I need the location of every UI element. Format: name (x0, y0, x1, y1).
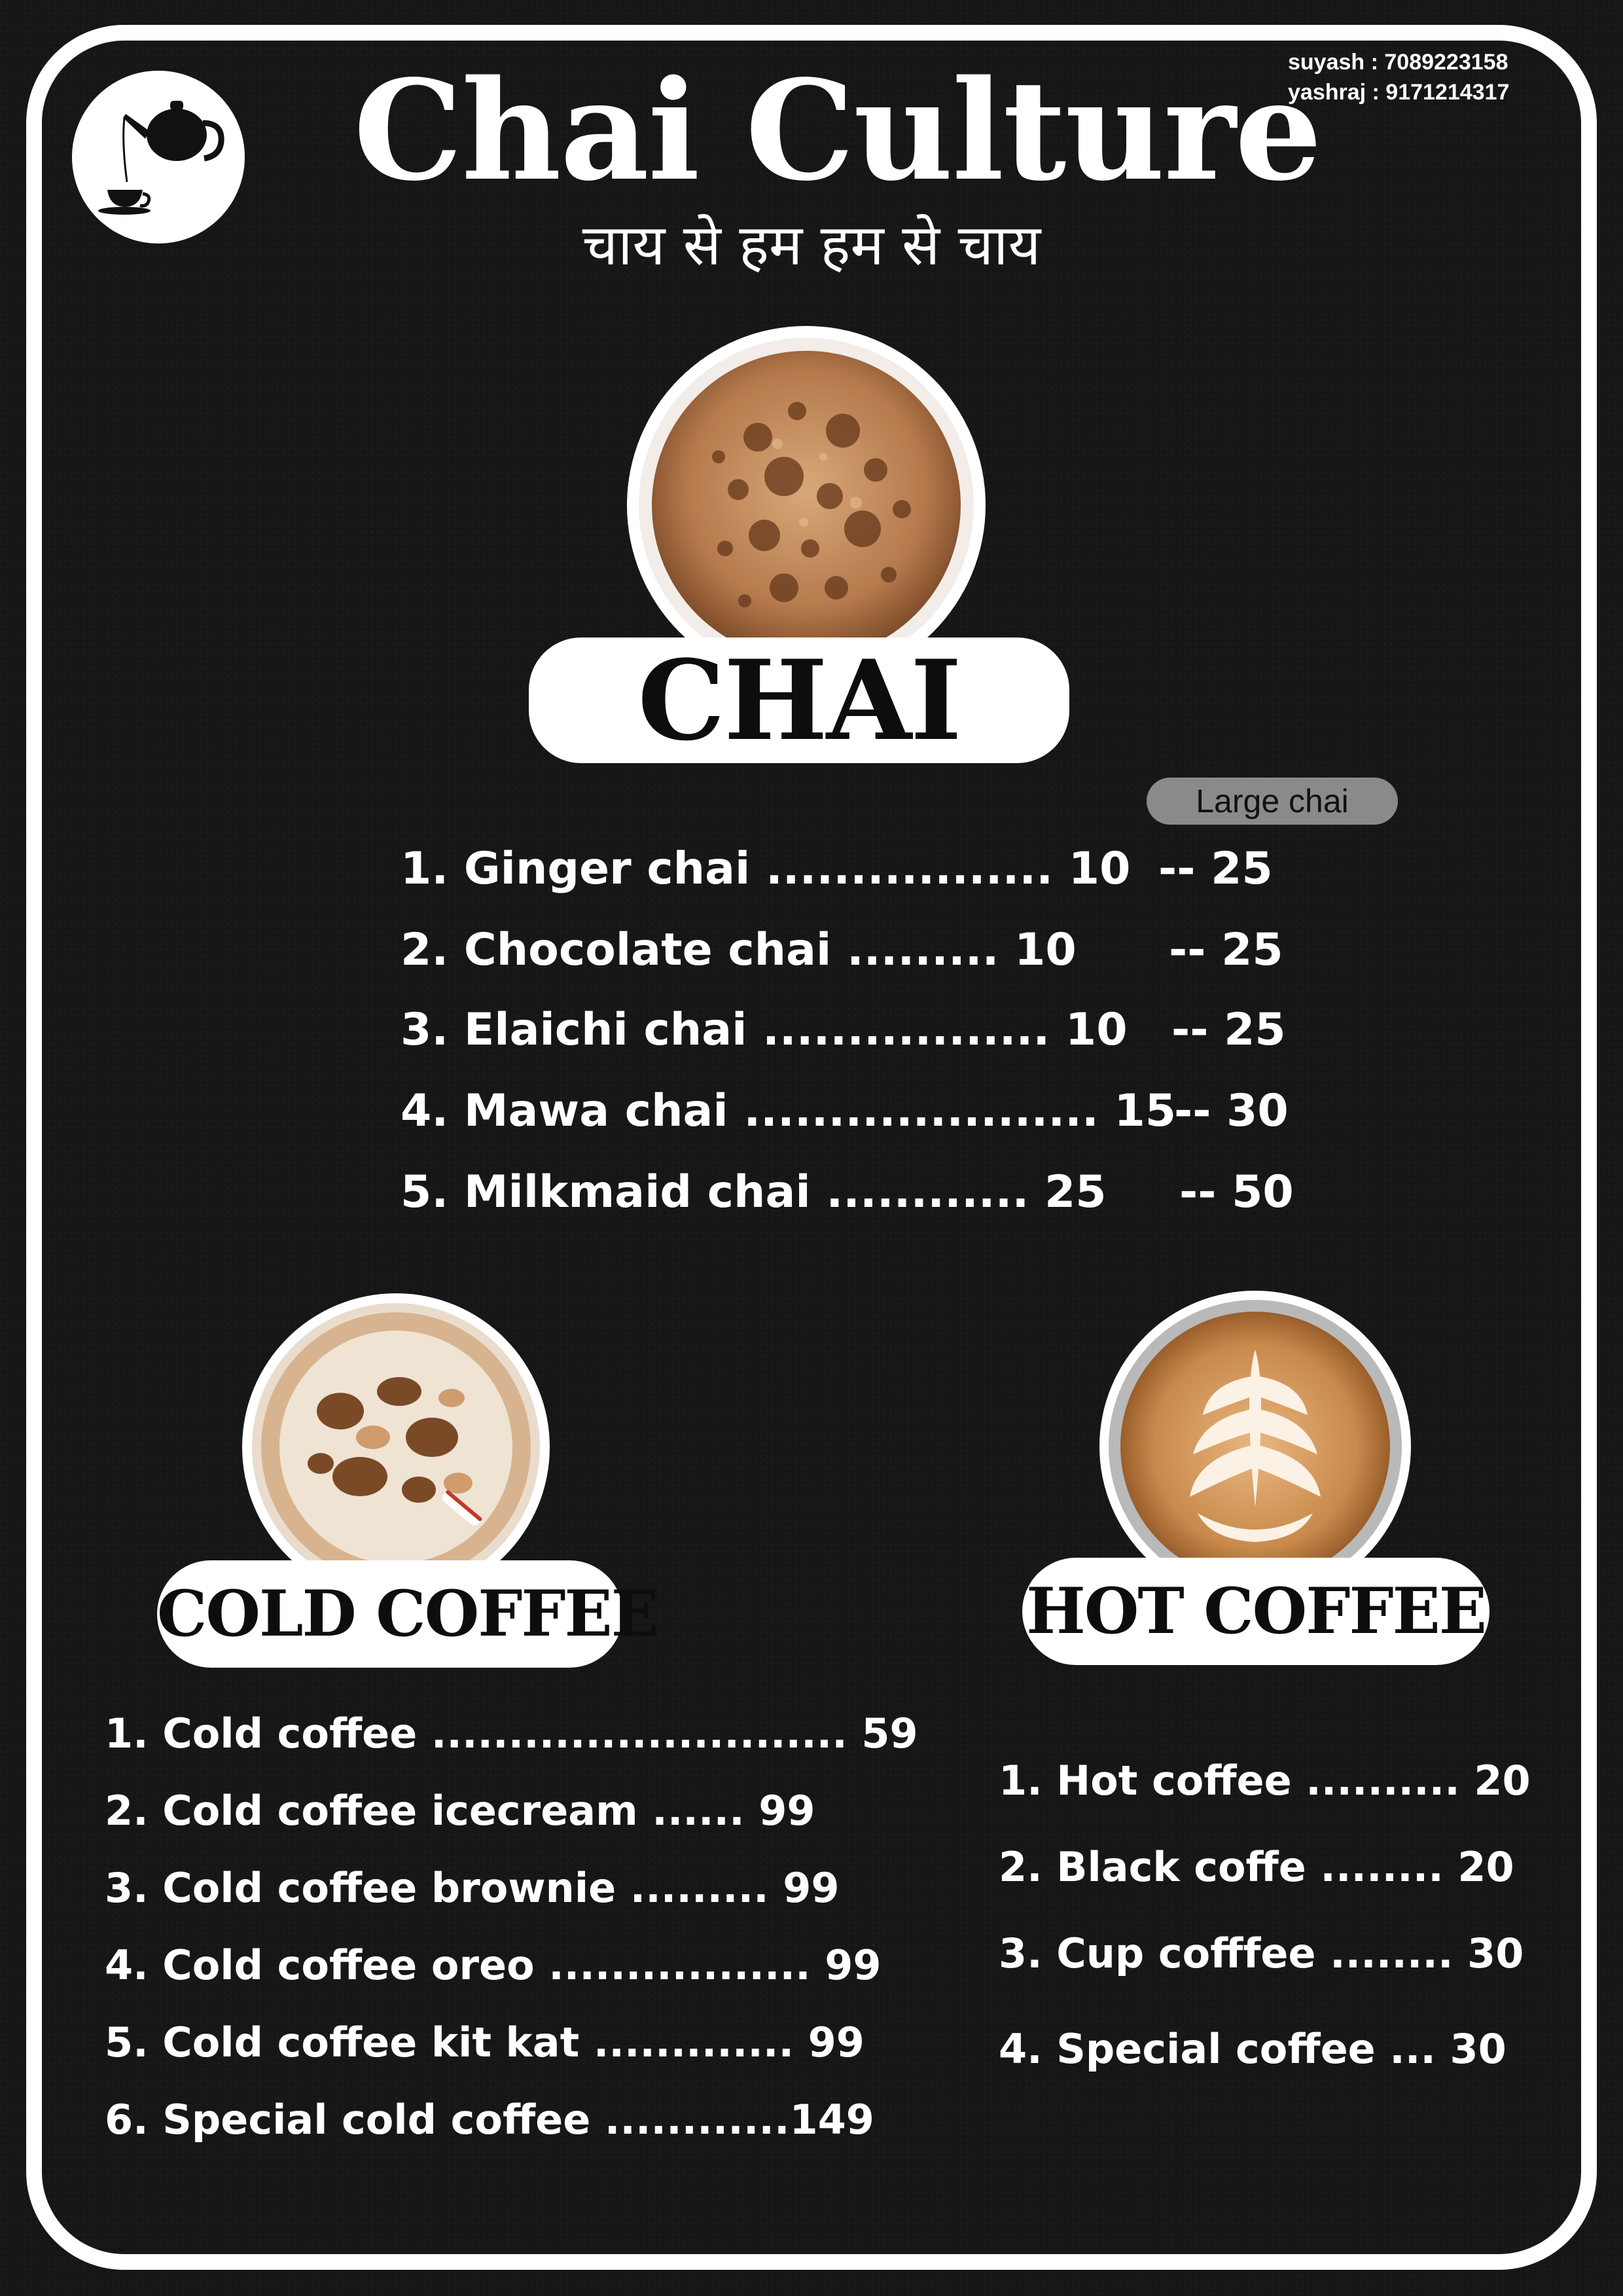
cold-coffee-image (242, 1293, 550, 1601)
chai-item-ginger-large: -- 25 (1158, 843, 1273, 895)
tagline: चाय से हम हम से चाय (582, 213, 1041, 278)
hot-coffee-item-2: 2. Black coffe ........ 20 (999, 1843, 1514, 1891)
cold-coffee-item-1: 1. Cold coffee ........................... 59 (105, 1710, 918, 1757)
chai-item-chocolate: 2. Chocolate chai ......... 10 (401, 924, 1077, 976)
chai-item-ginger: 1. Ginger chai ................. 10 (401, 843, 1131, 895)
hot-coffee-heading: HOT COFFEE (1022, 1558, 1489, 1665)
hot-coffee-item-3: 3. Cup cofffee ........ 30 (999, 1929, 1524, 1977)
chai-item-mawa: 4. Mawa chai ..................... 15 (401, 1085, 1177, 1137)
chai-item-milkmaid: 5. Milkmaid chai ............ 25 (401, 1166, 1107, 1218)
contact-yashraj: yashraj : 9171214317 (1288, 80, 1510, 105)
large-chai-badge: Large chai (1147, 778, 1398, 825)
chai-item-chocolate-large: -- 25 (1169, 924, 1283, 976)
chai-item-milkmaid-large: -- 50 (1179, 1166, 1294, 1218)
cold-coffee-item-4: 4. Cold coffee oreo ................. 99 (105, 1941, 882, 1989)
teapot-pouring-icon (72, 71, 245, 243)
cold-coffee-heading: COLD COFFEE (157, 1560, 623, 1668)
chai-heading: CHAI (529, 637, 1069, 763)
cold-coffee-item-5: 5. Cold coffee kit kat ............. 99 (105, 2018, 865, 2066)
cold-coffee-item-2: 2. Cold coffee icecream ...... 99 (105, 1787, 815, 1835)
contact-suyash: suyash : 7089223158 (1288, 50, 1508, 75)
logo (72, 71, 245, 243)
hot-coffee-image (1099, 1291, 1411, 1602)
hot-coffee-item-1: 1. Hot coffee .......... 20 (999, 1757, 1531, 1804)
cold-coffee-item-6: 6. Special cold coffee ............149 (105, 2096, 874, 2144)
hot-coffee-item-4: 4. Special coffee ... 30 (999, 2025, 1507, 2073)
chai-cup-image (627, 326, 986, 685)
chai-item-elaichi: 3. Elaichi chai ................. 10 (401, 1004, 1128, 1056)
chai-item-elaichi-large: -- 25 (1171, 1004, 1286, 1056)
page-title: Chai Culture (353, 50, 1321, 211)
chai-item-mawa-large: -- 30 (1174, 1085, 1289, 1137)
contact-list (1288, 47, 1509, 107)
cold-coffee-item-3: 3. Cold coffee brownie ......... 99 (105, 1864, 840, 1912)
